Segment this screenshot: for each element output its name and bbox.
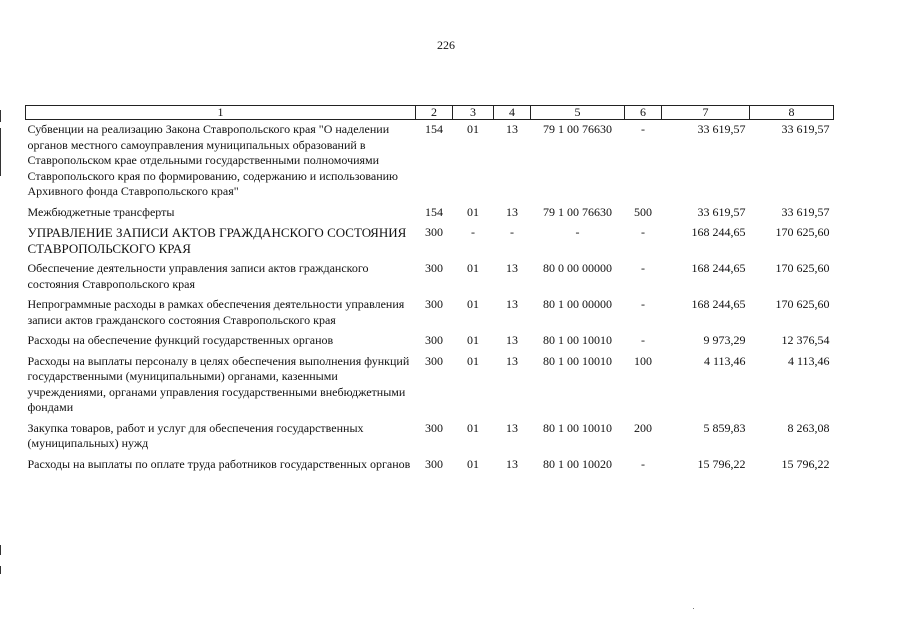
row-subsection: - [510, 225, 514, 239]
row-target: 80 1 00 10020 [543, 456, 612, 471]
row-section: 01 [467, 122, 479, 136]
row-section: 01 [467, 420, 479, 435]
table-header-row [26, 106, 834, 120]
row-section: 01 [467, 261, 479, 275]
row-ministry: 154 [425, 122, 443, 136]
header-amount-2: 8 [750, 106, 834, 120]
row-section: 01 [467, 297, 479, 311]
table-row [26, 352, 834, 419]
row-kind: - [641, 122, 645, 136]
row-section: 01 [467, 204, 479, 219]
row-ministry: 300 [425, 297, 443, 311]
row-subsection: 13 [506, 420, 518, 435]
row-section: - [471, 225, 475, 239]
table-row [26, 419, 834, 455]
row-ministry: 300 [425, 420, 443, 435]
row-kind: 200 [634, 420, 652, 435]
row-subsection: 13 [506, 353, 518, 368]
table-row [26, 295, 834, 331]
row-ministry: 300 [425, 225, 443, 239]
row-subsection: 13 [506, 261, 518, 275]
row-amount-1: 168 244,65 [691, 297, 746, 311]
row-target: 80 1 00 10010 [543, 420, 612, 435]
row-section: 01 [467, 456, 479, 471]
row-target: 80 1 00 10010 [543, 353, 612, 368]
table-row [26, 331, 834, 352]
table-row [26, 120, 834, 203]
row-subsection: 13 [506, 333, 518, 347]
row-target: 79 1 00 76630 [543, 122, 612, 136]
header-ministry: 2 [416, 106, 453, 120]
row-target: 79 1 00 76630 [543, 204, 612, 219]
row-amount-2: 15 796,22 [781, 456, 830, 471]
row-amount-1: 9 973,29 [703, 333, 746, 347]
row-name: Расходы на выплаты персоналу в целях обеспечения выполнения функций государственными (муниципальными) органами, казенными учреждениями, органами управления государственными внебюджетными фондами [27, 353, 410, 414]
row-amount-1: 5 859,83 [703, 420, 746, 435]
header-kind: 6 [625, 106, 662, 120]
row-amount-1: 168 244,65 [691, 225, 746, 239]
table-row [26, 455, 834, 476]
row-target: 80 1 00 10010 [543, 333, 612, 347]
row-amount-1: 33 619,57 [697, 204, 746, 219]
row-name: Межбюджетные трансферты [27, 204, 175, 219]
header-amount-1: 7 [662, 106, 750, 120]
row-ministry: 300 [425, 261, 443, 275]
scan-margin-mark [0, 566, 1, 574]
row-ministry: 300 [425, 353, 443, 368]
row-name: Расходы на выплаты по оплате труда работников государственных органов [27, 456, 411, 471]
row-ministry: 300 [425, 456, 443, 471]
row-kind: - [641, 333, 645, 347]
table-row-department [26, 223, 834, 259]
header-subsection: 4 [494, 106, 531, 120]
row-kind: - [641, 456, 645, 471]
row-subsection: 13 [506, 297, 518, 311]
row-amount-2: 8 263,08 [787, 420, 830, 435]
header-target: 5 [531, 106, 625, 120]
row-amount-2: 170 625,60 [775, 225, 830, 239]
row-subsection: 13 [506, 122, 518, 136]
budget-table [25, 105, 834, 475]
row-kind: - [641, 297, 645, 311]
table-row [26, 259, 834, 295]
row-amount-2: 33 619,57 [781, 204, 830, 219]
row-amount-1: 168 244,65 [691, 261, 746, 275]
header-name: 1 [26, 106, 416, 120]
row-kind: 500 [634, 204, 652, 219]
row-subsection: 13 [506, 456, 518, 471]
row-name: Субвенции на реализацию Закона Ставропольского края "О наделении органов местного самоуправления муниципальных образований в Ставропольском крае отдельными государственными полномочиями Ставропольского края по формированию, содержанию и использованию Архивного фонда Ставропольского края" [27, 122, 399, 198]
row-kind: - [641, 261, 645, 275]
row-amount-2: 4 113,46 [787, 353, 830, 368]
row-amount-2: 12 376,54 [781, 333, 830, 347]
row-target: - [575, 225, 580, 239]
row-kind: - [641, 225, 645, 239]
page-number: 226 [437, 38, 455, 52]
scan-margin-mark [0, 545, 1, 555]
row-section: 01 [467, 353, 479, 368]
row-amount-1: 4 113,46 [703, 353, 746, 368]
row-kind: 100 [634, 353, 652, 368]
row-ministry: 300 [425, 333, 443, 347]
row-name: Непрограммные расходы в рамках обеспечения деятельности управления записи актов гражданского состояния Ставропольского края [27, 297, 405, 327]
row-amount-2: 33 619,57 [781, 122, 830, 136]
row-amount-2: 170 625,60 [775, 297, 830, 311]
scan-margin-mark [0, 110, 1, 122]
row-amount-1: 15 796,22 [697, 456, 746, 471]
row-target: 80 1 00 00000 [543, 297, 612, 311]
scan-speck [693, 608, 694, 609]
header-section: 3 [453, 106, 494, 120]
row-name: Обеспечение деятельности управления записи актов гражданского состояния Ставропольского края [27, 261, 369, 291]
row-amount-2: 170 625,60 [775, 261, 830, 275]
row-section: 01 [467, 333, 479, 347]
scan-margin-mark [0, 128, 1, 176]
row-name: УПРАВЛЕНИЕ ЗАПИСИ АКТОВ ГРАЖДАНСКОГО СОСТОЯНИЯ СТАВРОПОЛЬСКОГО КРАЯ [27, 225, 407, 256]
row-ministry: 154 [425, 204, 443, 219]
row-subsection: 13 [506, 204, 518, 219]
row-name: Расходы на обеспечение функций государственных органов [27, 333, 334, 347]
table-row [26, 203, 834, 224]
row-target: 80 0 00 00000 [543, 261, 612, 275]
row-name: Закупка товаров, работ и услуг для обеспечения государственных (муниципальных) нужд [27, 420, 364, 450]
row-amount-1: 33 619,57 [697, 122, 746, 136]
